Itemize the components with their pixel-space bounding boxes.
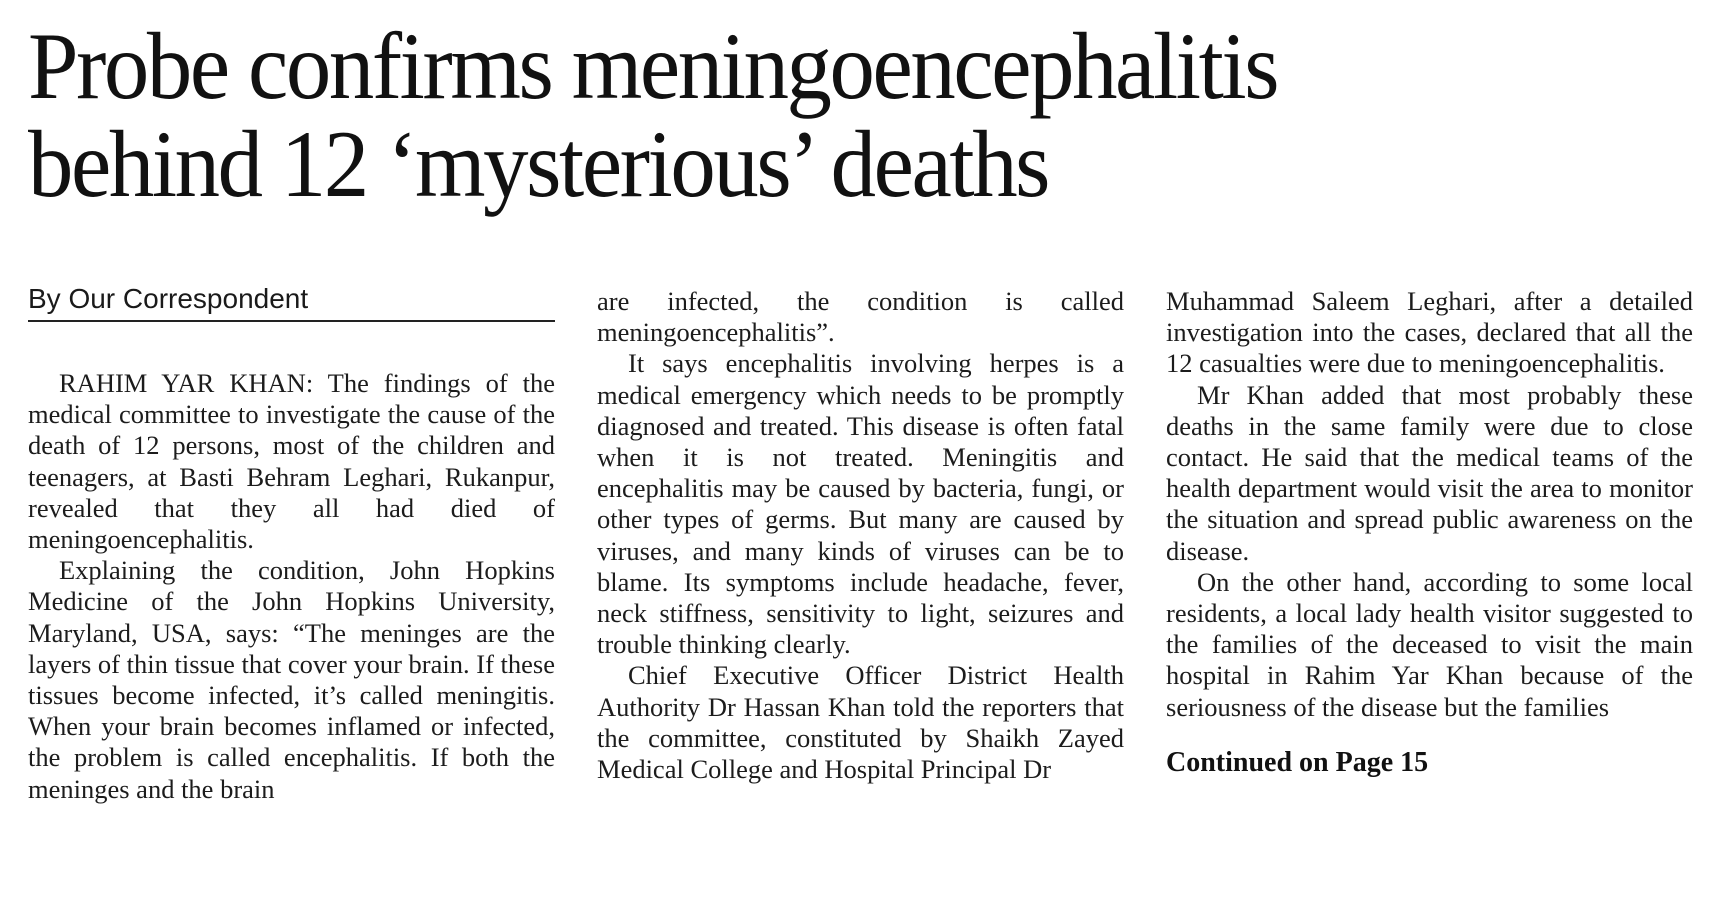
paragraph: Explaining the condition, John Hopkins Medicine of the John Hopkins University, Maryland, USA, says: “The meninges are the layers of thin tissue that cover your brain. If these tissues become infected, it’s called meningitis. When your brain becomes inflamed or infected, the problem is called encephalitis. If both the meninges and the brain bbox=[28, 555, 555, 804]
paragraph: Chief Executive Officer District Health Authority Dr Hassan Khan told the reporters that the committee, constituted by Shaikh Zayed Medical College and Hospital Principal Dr bbox=[597, 660, 1124, 785]
continued-on-page-link[interactable]: Continued on Page 15 bbox=[1166, 746, 1429, 778]
paragraph: RAHIM YAR KHAN: The findings of the medical committee to investigate the cause of the death of 12 persons, most of the children and teenagers, at Basti Behram Leghari, Rukanpur, revealed that they all had died of meningoencephalitis. bbox=[28, 368, 555, 555]
paragraph: On the other hand, according to some local residents, a local lady health visitor suggested to the families of the deceased to visit the main hospital in Rahim Yar Khan because of the seriousness of the disease but the families bbox=[1166, 566, 1693, 722]
article-column-1 bbox=[28, 282, 555, 805]
paragraph: Muhammad Saleem Leghari, after a detailed investigation into the cases, declared that all the 12 casualties were due to meningoencephalitis. bbox=[1166, 286, 1693, 379]
article-column-2 bbox=[597, 286, 1124, 785]
article-column-3 bbox=[1166, 286, 1693, 778]
paragraph: It says encephalitis involving herpes is a medical emergency which needs to be promptly diagnosed and treated. This disease is often fatal when it is not treated. Meningitis and encephalitis may be caused by bacteria, fungi, or other types of germs. But many are caused by viruses, and many kinds of viruses can be to blame. Its symptoms include headache, fever, neck stiffness, sensitivity to light, seizures and trouble thinking clearly. bbox=[597, 348, 1124, 660]
article-headline bbox=[28, 13, 1632, 217]
paragraph: Mr Khan added that most probably these deaths in the same family were due to close contact. He said that the medical teams of the health department would visit the area to monitor the situation and spread public awareness on the disease. bbox=[1166, 379, 1693, 566]
headline-line-1: Probe confirms meningoencephalitis bbox=[28, 13, 1278, 119]
headline-line-2: behind 12 ‘mysterious’ deaths bbox=[28, 110, 1049, 217]
byline: By Our Correspondent bbox=[28, 282, 555, 322]
paragraph: are infected, the condition is called meningoencephalitis”. bbox=[597, 286, 1124, 348]
